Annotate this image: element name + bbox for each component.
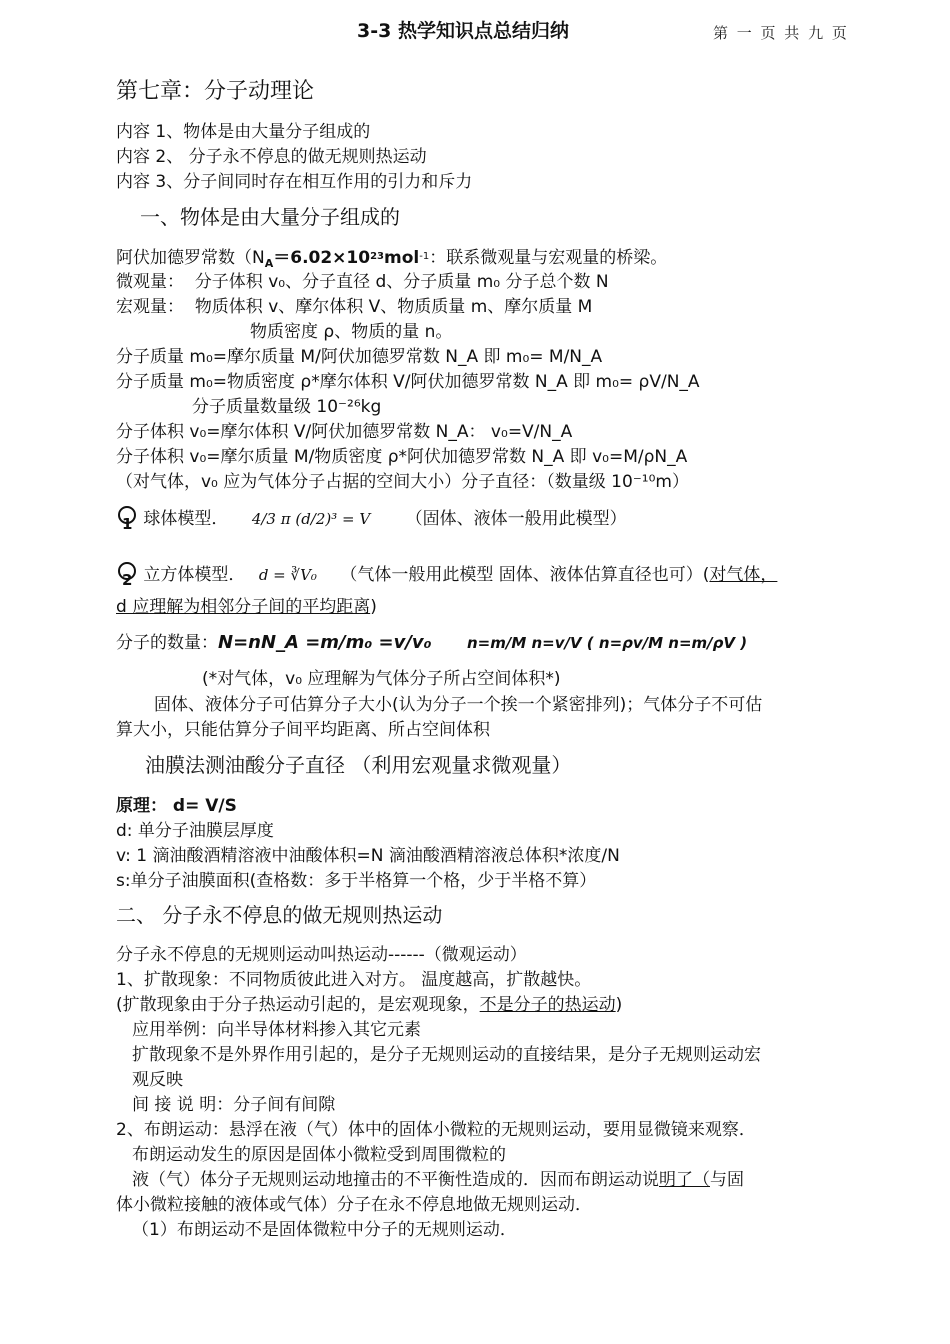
not-external-line-1: 扩散现象不是外界作用引起的，是分子无规则运动的直接结果，是分子无规则运动宏 — [132, 1045, 761, 1065]
model-1-line — [116, 504, 627, 534]
page-indicator: 第 一 页 共 九 页 — [713, 24, 849, 42]
model-1-label: 球体模型． — [143, 509, 229, 529]
content-item-3: 内容 3、分子间同时存在相互作用的引力和斥力 — [116, 172, 473, 192]
oil-v-definition: v: 1 滴油酸酒精溶液中油酸体积=N 滴油酸酒精溶液总体积*浓度/N — [116, 846, 620, 866]
diffusion-line-2 — [116, 994, 622, 1016]
diffusion-underline: 不是分子的热运动 — [479, 995, 616, 1015]
avogadro-pre: 阿伏加德罗常数（N — [116, 248, 265, 268]
formula-4: 分子体积 v₀=摩尔体积 V/阿伏加德罗常数 N_A： v₀=V/N_A — [116, 422, 573, 442]
section2-heading: 二、 分子永不停息的做无规则热运动 — [116, 903, 443, 927]
indirect-line: 间 接 说 明：分子间有间隙 — [132, 1095, 336, 1115]
model-2-line-2-underline: d 应理解为相邻分子间的平均距离 — [116, 597, 371, 617]
estimate-line-2: 算大小，只能估算分子间平均距离、所占空间体积 — [116, 720, 490, 740]
formula-3: 分子质量数量级 10⁻²⁶kg — [192, 397, 382, 417]
model-2-formula: d = ∛V₀ — [258, 566, 317, 584]
brownian-line-5: （1）布朗运动不是固体微粒中分子的无规则运动． — [132, 1220, 517, 1240]
model-2-line-2-end: ) — [370, 597, 377, 617]
brownian-line-4: 体小微粒接触的液体或气体）分子在永不停息地做无规则运动． — [116, 1195, 592, 1215]
count-extra: n=m/M n=v/V ( n=ρv/M n=m/ρV ) — [466, 634, 748, 652]
estimate-line-1: 固体、液体分子可估算分子大小(认为分子一个挨一个紧密排列)；气体分子不可估 — [154, 695, 763, 715]
formula-1: 分子质量 m₀=摩尔质量 M/阿伏加德罗常数 N_A 即 m₀= M/N_A — [116, 347, 603, 367]
count-line — [116, 632, 747, 654]
count-label: 分子的数量： — [116, 633, 218, 653]
formula-2: 分子质量 m₀=物质密度 ρ*摩尔体积 V/阿伏加德罗常数 N_A 即 m₀= ρV/N_A — [116, 372, 700, 392]
not-external-line-2: 观反映 — [132, 1070, 183, 1090]
model-1-note: （固体、液体一般用此模型） — [405, 509, 627, 529]
avogadro-post: ：联系微观量与宏观量的桥梁。 — [429, 248, 668, 268]
model-2-line — [116, 560, 777, 590]
macro-text-1: 物质体积 v、摩尔体积 V、物质质量 m、摩尔质量 M — [194, 297, 593, 317]
brownian-3-pre: 液（气）体分子无规则运动地撞击的不平衡性造成的．因而布朗运动说 — [132, 1170, 659, 1190]
content-item-1: 内容 1、物体是由大量分子组成的 — [116, 122, 371, 142]
brownian-line-3 — [132, 1169, 744, 1191]
chapter-title: 第七章：分子动理论 — [116, 79, 315, 104]
model-2-underline: 对气体， — [709, 565, 778, 585]
gas-note: (*对气体，v₀ 应理解为气体分子所占空间体积*) — [202, 669, 561, 689]
avogadro-value: ＝6.02×10 — [273, 248, 371, 268]
brownian-3-underline: 明了（ — [659, 1170, 710, 1190]
oil-heading: 油膜法测油酸分子直径 （利用宏观量求微观量） — [145, 753, 572, 777]
circled-number-icon: 2 — [116, 562, 138, 584]
micro-line — [116, 271, 609, 293]
oil-d-definition: d: 单分子油膜层厚度 — [116, 821, 274, 841]
micro-text: 分子体积 v₀、分子直径 d、分子质量 m₀ 分子总个数 N — [194, 272, 609, 292]
brownian-line-1: 2、布朗运动：悬浮在液（气）体中的固体小微粒的无规则运动，要用显微镜来观察． — [116, 1120, 756, 1140]
document-title: 3-3 热学知识点总结归纳 — [357, 20, 569, 42]
diffusion-post: ) — [615, 995, 623, 1015]
diffusion-line-1: 1、扩散现象：不同物质彼此进入对方。 温度越高，扩散越快。 — [116, 970, 592, 990]
formula-6: （对气体，v₀ 应为气体分子占据的空间大小）分子直径：（数量级 10⁻¹⁰m） — [116, 472, 689, 492]
macro-label: 宏观量： — [116, 297, 184, 317]
avogadro-sub: A — [264, 257, 274, 270]
model-2-line-2 — [116, 596, 377, 618]
brownian-3-post: 与固 — [710, 1170, 744, 1190]
avogadro-unit-exp: -1 — [419, 251, 430, 262]
content-item-2: 内容 2、 分子永不停息的做无规则热运动 — [116, 147, 427, 167]
macro-text-2: 物质密度 ρ、物质的量 n。 — [250, 322, 453, 342]
circled-number-icon: 1 — [116, 506, 138, 528]
oil-principle: 原理： d= V/S — [116, 796, 237, 816]
count-formula: N=nN_A =m/m₀ =v/v₀ — [218, 632, 432, 653]
micro-label: 微观量： — [116, 272, 184, 292]
model-2-label: 立方体模型． — [143, 565, 246, 585]
application-line: 应用举例：向半导体材料掺入其它元素 — [132, 1020, 421, 1040]
model-1-formula: 4/3 π (d/2)³ = V — [251, 510, 371, 528]
brownian-line-2: 布朗运动发生的原因是固体小微粒受到周围微粒的 — [132, 1145, 506, 1165]
formula-5: 分子体积 v₀=摩尔质量 M/物质密度 ρ*阿伏加德罗常数 N_A 即 v₀=M/ρN_A — [116, 447, 688, 467]
avogadro-unit: mol — [384, 248, 420, 268]
macro-line — [116, 296, 592, 318]
model-2-note: （气体一般用此模型 固体、液体估算直径也可）( — [340, 565, 710, 585]
diffusion-pre: (扩散现象由于分子热运动引起的，是宏观现象， — [116, 995, 480, 1015]
oil-s-definition: s:单分子油膜面积(查格数：多于半格算一个格，少于半格不算） — [116, 871, 597, 891]
section2-intro: 分子永不停息的无规则运动叫热运动------（微观运动） — [116, 945, 527, 965]
avogadro-exp: 23 — [370, 251, 385, 262]
section1-heading: 一、物体是由大量分子组成的 — [140, 205, 400, 229]
